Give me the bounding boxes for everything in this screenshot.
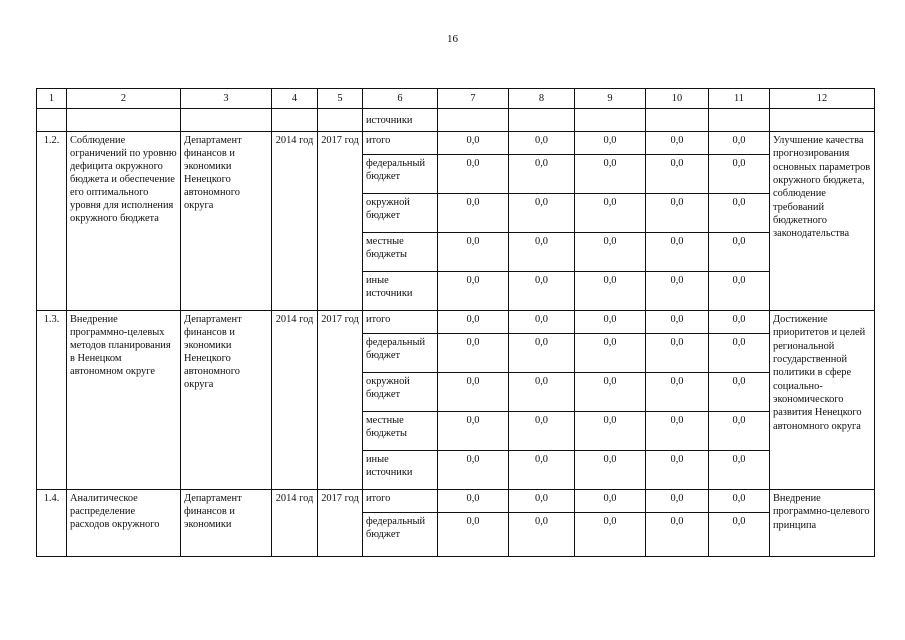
funding-value: 0,0 — [709, 272, 770, 311]
funding-value: 0,0 — [438, 155, 509, 194]
funding-value: 0,0 — [575, 334, 646, 373]
measure-end-year: 2017 год — [318, 311, 363, 490]
measure-name: Внедрение программно-целевых методов планирования в Ненецком автономном округе — [67, 311, 181, 490]
funding-value: 0,0 — [575, 194, 646, 233]
column-header: 10 — [646, 89, 709, 109]
source-label: итого — [363, 490, 438, 513]
funding-value: 0,0 — [709, 373, 770, 412]
funding-value: 0,0 — [438, 373, 509, 412]
funding-value: 0,0 — [709, 451, 770, 490]
funding-value: 0,0 — [575, 451, 646, 490]
measure-executor: Департамент финансов и экономики Ненецкого автономного округа — [181, 311, 272, 490]
column-header: 5 — [318, 89, 363, 109]
source-label: местные бюджеты — [363, 233, 438, 272]
funding-value: 0,0 — [509, 334, 575, 373]
funding-value: 0,0 — [438, 132, 509, 155]
measure-executor: Департамент финансов и экономики — [181, 490, 272, 557]
funding-value: 0,0 — [509, 412, 575, 451]
funding-value: 0,0 — [646, 272, 709, 311]
column-header: 7 — [438, 89, 509, 109]
funding-value: 0,0 — [646, 233, 709, 272]
funding-value: 0,0 — [646, 412, 709, 451]
source-label: местные бюджеты — [363, 412, 438, 451]
measure-name: Соблюдение ограничений по уровню дефицита окружного бюджета и обеспечение его оптимального уровня для исполнения окружного бюджета — [67, 132, 181, 311]
funding-value: 0,0 — [509, 451, 575, 490]
measure-start-year: 2014 год — [272, 132, 318, 311]
funding-value: 0,0 — [575, 233, 646, 272]
funding-value: 0,0 — [509, 490, 575, 513]
column-header: 8 — [509, 89, 575, 109]
funding-value: 0,0 — [709, 155, 770, 194]
funding-value: 0,0 — [438, 412, 509, 451]
funding-value: 0,0 — [575, 132, 646, 155]
column-header: 9 — [575, 89, 646, 109]
column-header: 3 — [181, 89, 272, 109]
funding-value: 0,0 — [438, 194, 509, 233]
measure-start-year: 2014 год — [272, 311, 318, 490]
funding-value: 0,0 — [575, 490, 646, 513]
funding-value: 0,0 — [646, 513, 709, 557]
source-label: федеральный бюджет — [363, 155, 438, 194]
funding-value: 0,0 — [646, 194, 709, 233]
measure-number: 1.4. — [37, 490, 67, 557]
header-row — [37, 89, 875, 109]
funding-value: 0,0 — [575, 513, 646, 557]
measure-name: Аналитическое распределение расходов окружного — [67, 490, 181, 557]
source-label: окружной бюджет — [363, 194, 438, 233]
funding-value: 0,0 — [509, 513, 575, 557]
source-label: источники — [363, 109, 438, 132]
source-label: окружной бюджет — [363, 373, 438, 412]
funding-value: 0,0 — [646, 155, 709, 194]
funding-value: 0,0 — [575, 311, 646, 334]
column-header: 2 — [67, 89, 181, 109]
funding-value: 0,0 — [709, 412, 770, 451]
funding-value: 0,0 — [709, 334, 770, 373]
source-row — [37, 132, 875, 155]
funding-value: 0,0 — [709, 490, 770, 513]
funding-value: 0,0 — [646, 373, 709, 412]
source-label: федеральный бюджет — [363, 513, 438, 557]
funding-value: 0,0 — [509, 373, 575, 412]
funding-value: 0,0 — [438, 513, 509, 557]
funding-value: 0,0 — [509, 311, 575, 334]
funding-value: 0,0 — [509, 272, 575, 311]
funding-value: 0,0 — [646, 451, 709, 490]
funding-value: 0,0 — [709, 233, 770, 272]
source-label: иные источники — [363, 451, 438, 490]
source-row — [37, 490, 875, 513]
funding-value: 0,0 — [438, 272, 509, 311]
funding-value: 0,0 — [438, 311, 509, 334]
funding-value: 0,0 — [575, 155, 646, 194]
funding-value: 0,0 — [438, 334, 509, 373]
funding-value: 0,0 — [509, 155, 575, 194]
funding-value: 0,0 — [646, 132, 709, 155]
funding-value: 0,0 — [709, 311, 770, 334]
funding-value: 0,0 — [509, 194, 575, 233]
funding-value: 0,0 — [646, 490, 709, 513]
funding-value: 0,0 — [438, 451, 509, 490]
funding-value: 0,0 — [575, 412, 646, 451]
column-header: 11 — [709, 89, 770, 109]
funding-value: 0,0 — [575, 373, 646, 412]
funding-value: 0,0 — [438, 490, 509, 513]
column-header: 4 — [272, 89, 318, 109]
source-label: итого — [363, 311, 438, 334]
funding-value: 0,0 — [709, 132, 770, 155]
funding-value: 0,0 — [646, 334, 709, 373]
funding-value: 0,0 — [575, 272, 646, 311]
measure-result: Внедрение программно-целевого принципа — [770, 490, 875, 557]
source-label: федеральный бюджет — [363, 334, 438, 373]
measure-result: Улучшение качества прогнозирования основных параметров окружного бюджета, соблюдение требований бюджетного законодательства — [770, 132, 875, 311]
column-header: 6 — [363, 89, 438, 109]
column-header: 12 — [770, 89, 875, 109]
funding-value: 0,0 — [646, 311, 709, 334]
column-header: 1 — [37, 89, 67, 109]
measure-number: 1.2. — [37, 132, 67, 311]
budget-table — [36, 88, 875, 557]
measure-end-year: 2017 год — [318, 132, 363, 311]
measure-end-year: 2017 год — [318, 490, 363, 557]
continuation-row — [37, 109, 875, 132]
page-number: 16 — [447, 33, 458, 45]
measure-start-year: 2014 год — [272, 490, 318, 557]
funding-value: 0,0 — [438, 233, 509, 272]
funding-value: 0,0 — [509, 132, 575, 155]
funding-value: 0,0 — [509, 233, 575, 272]
measure-executor: Департамент финансов и экономики Ненецкого автономного округа — [181, 132, 272, 311]
measure-number: 1.3. — [37, 311, 67, 490]
measure-result: Достижение приоритетов и целей региональной государственной политики в сфере социально-экономического развития Ненецкого автономного округа — [770, 311, 875, 490]
source-label: иные источники — [363, 272, 438, 311]
funding-value: 0,0 — [709, 194, 770, 233]
source-label: итого — [363, 132, 438, 155]
funding-value: 0,0 — [709, 513, 770, 557]
source-row — [37, 311, 875, 334]
